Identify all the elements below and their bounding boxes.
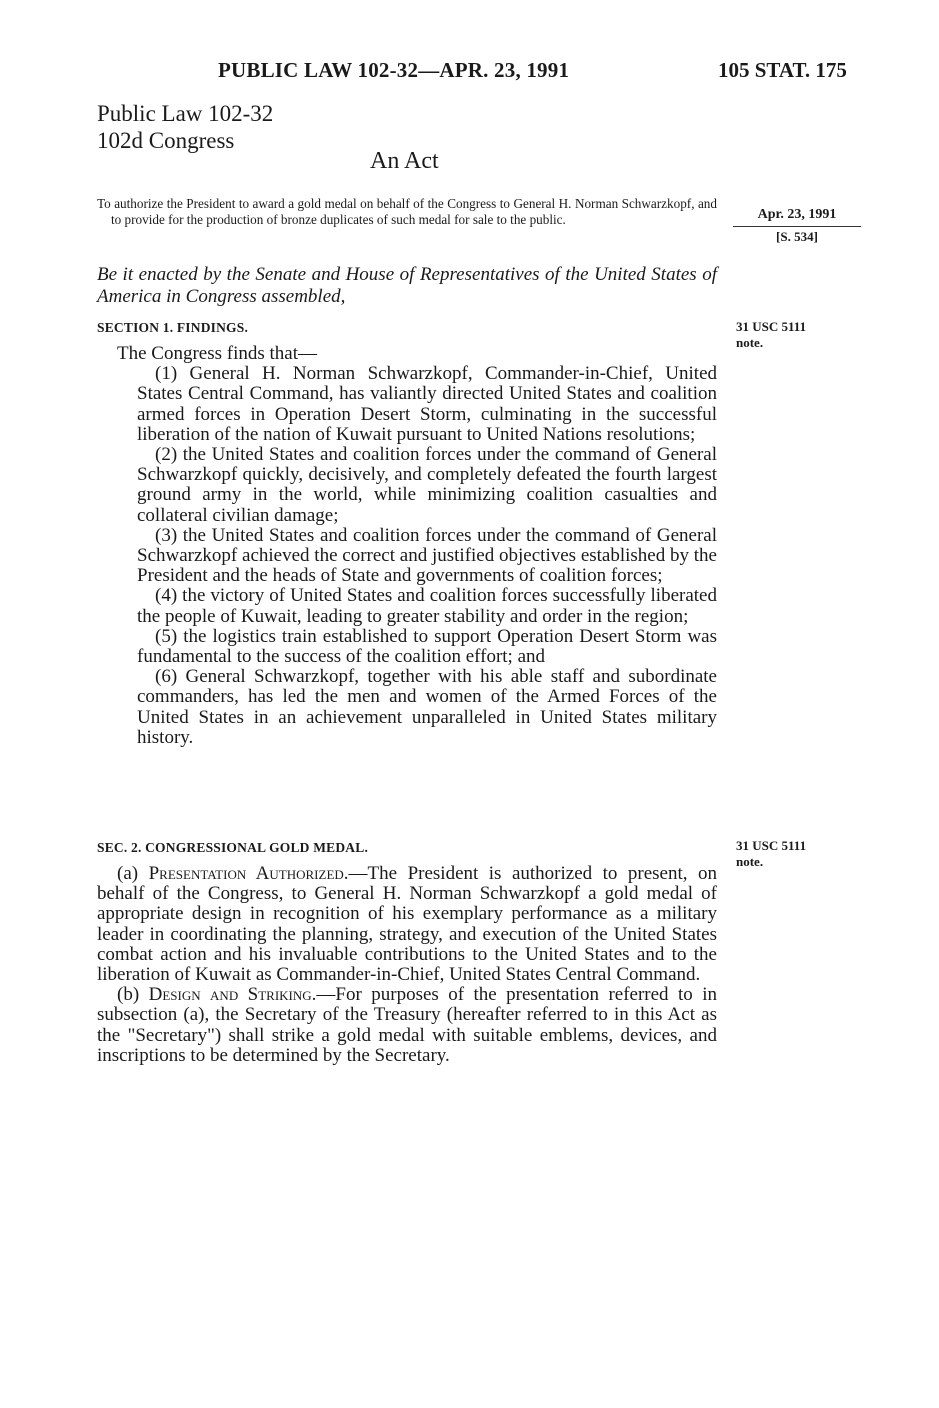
act-title: An Act	[370, 148, 439, 174]
stat-page-number: 105 STAT. 175	[718, 58, 847, 82]
congress-number: 102d Congress	[97, 128, 235, 153]
enacting-clause: Be it enacted by the Senate and House of Representatives of the United States of America in Congress assembled,	[97, 264, 717, 307]
section2-note-line2: note.	[736, 854, 764, 869]
subsection-a	[97, 864, 717, 985]
section1-note-line1: 31 USC 5111	[736, 319, 807, 334]
section1-margin-note	[736, 319, 806, 351]
subsection-a-text: .—The President is authorized to present, on behalf of the Congress, to General H. Norman Schwarzkopf a gold medal of appropriate design in recognition of his exemplary performance as a military leader in coordinating the planning, strategy, and execution of the United States combat action and his invaluable contributions to the United States and to the liberation of Kuwait as Commander-in-Chief, United States Central Command.	[97, 863, 717, 986]
finding-item: (1) General H. Norman Schwarzkopf, Commander-in-Chief, United States Central Command, has valiantly directed United States and coalition armed forces in Operation Desert Storm, culminating in the successful liberation of the nation of Kuwait pursuant to United Nations resolutions;	[137, 363, 717, 445]
public-law-number: Public Law 102-32	[97, 101, 274, 126]
findings-lead: The Congress finds that—	[117, 343, 318, 364]
purpose-text: To authorize the President to award a gold medal on behalf of the Congress to General H. Norman Schwarzkopf, and to provide for the production of bronze duplicates of such medal for sale to the public.	[97, 196, 717, 227]
section1-note-line2: note.	[736, 335, 764, 350]
finding-item: (4) the victory of United States and coalition forces successfully liberated the people of Kuwait, leading to greater stability and order in the region;	[137, 585, 717, 627]
public-law-block	[97, 100, 273, 154]
running-header: PUBLIC LAW 102-32—APR. 23, 1991	[218, 58, 570, 82]
margin-date: Apr. 23, 1991	[757, 207, 837, 222]
section2-heading: SEC. 2. CONGRESSIONAL GOLD MEDAL.	[97, 840, 369, 855]
finding-item: (5) the logistics train established to support Operation Desert Storm was fundamental to the success of the coalition effort; and	[137, 625, 717, 668]
subsection-b-label: (b)	[117, 984, 149, 1006]
section1-heading: SECTION 1. FINDINGS.	[97, 320, 249, 335]
section2-body	[97, 864, 717, 1066]
finding-item: (2) the United States and coalition forces under the command of General Schwarzkopf quickly, decisively, and completely defeated the fourth largest ground army in the world, while minimizing coalition casualties and collateral civilian damage;	[137, 444, 717, 526]
subsection-a-heading: Presentation Authorized	[148, 863, 344, 884]
findings-list	[97, 364, 717, 748]
finding-item: (6) General Schwarzkopf, together with his able staff and subordinate commanders, has led the men and women of the Armed Forces of the United States in an achievement unparalleled in United States military history.	[137, 666, 717, 748]
subsection-b	[97, 985, 717, 1066]
finding-item: (3) the United States and coalition forces under the command of General Schwarzkopf achieved the correct and justified objectives established by the President and the heads of State and governments of coalition forces;	[137, 524, 717, 587]
section2-margin-note	[736, 838, 806, 870]
subsection-b-heading: Design and Striking	[148, 984, 312, 1006]
subsection-b-text: .—For purposes of the presentation referred to in subsection (a), the Secretary of the Treasury (hereafter referred to in this Act as the "Secretary") shall strike a gold medal with suitable emblems, devices, and inscriptions to be determined by the Secretary.	[97, 984, 717, 1066]
margin-date-block	[733, 205, 861, 246]
subsection-a-label: (a)	[117, 863, 149, 884]
section1-body	[97, 344, 717, 748]
section2-note-line1: 31 USC 5111	[736, 838, 807, 853]
purpose-statement	[97, 196, 717, 228]
margin-bill: [S. 534]	[776, 229, 818, 244]
